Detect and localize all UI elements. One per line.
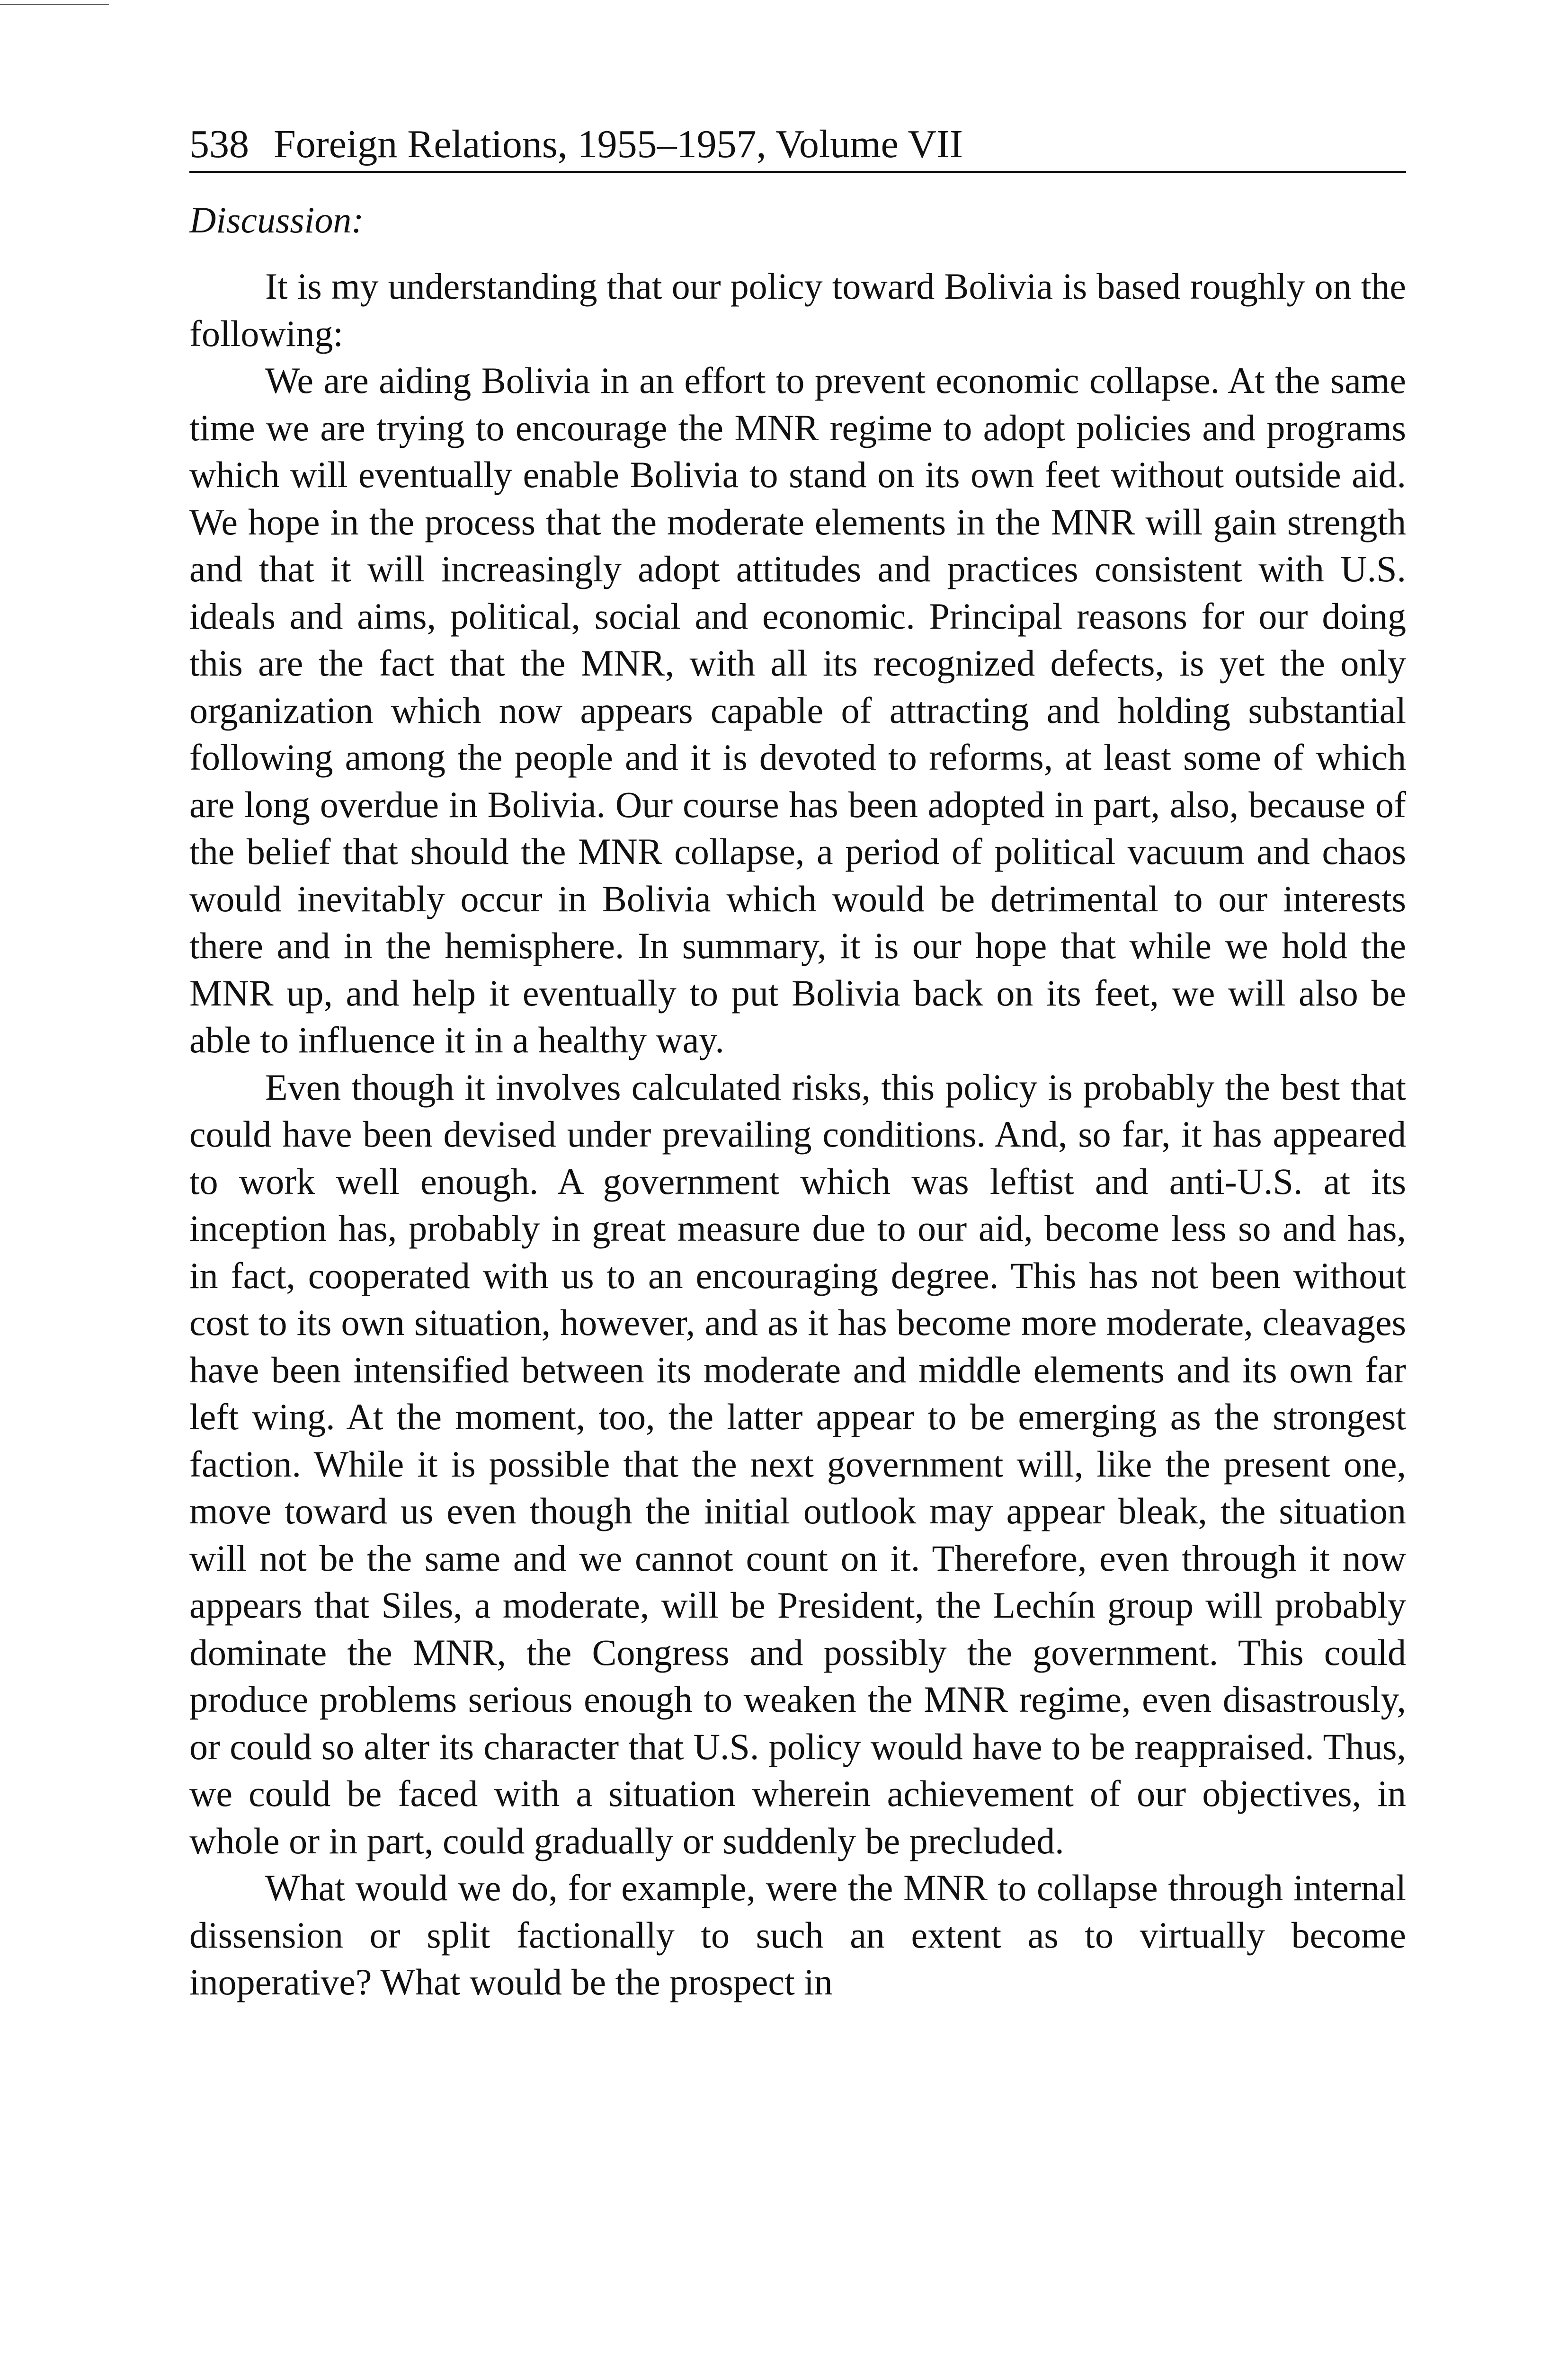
running-title: Foreign Relations, 1955–1957, Volume VII — [274, 122, 963, 166]
running-head — [189, 121, 1406, 173]
body-text — [189, 263, 1406, 2006]
document-page — [189, 121, 1406, 2006]
paragraph-3: Even though it involves calculated risks, this policy is probably the best that could have been devised under prevailing conditions. And, so far, it has appeared to work well enough. A government which was leftist and anti-U.S. at its inception has, probably in great measure due to our aid, become less so and has, in fact, cooperated with us to an encouraging degree. This has not been without cost to its own situation, however, and as it has become more moderate, cleavages have been intensified between its moderate and middle elements and its own far left wing. At the moment, too, the latter appear to be emerging as the strongest faction. While it is possible that the next government will, like the present one, move toward us even though the initial outlook may appear bleak, the situation will not be the same and we cannot count on it. Therefore, even through it now appears that Siles, a moderate, will be President, the Lechín group will probably dominate the MNR, the Congress and possibly the government. This could produce problems serious enough to weaken the MNR regime, even disastrously, or could so alter its character that U.S. policy would have to be reappraised. Thus, we could be faced with a situation wherein achievement of our objectives, in whole or in part, could gradually or suddenly be precluded. — [189, 1066, 1406, 1861]
page-number: 538 — [189, 122, 249, 166]
section-label: Discussion: — [189, 199, 364, 240]
scan-edge-line — [0, 4, 109, 5]
paragraph-4: What would we do, for example, were the MNR to collapse through internal dissension or split factionally to such an extent as to virtually become inoperative? What would be the prospect in — [189, 1867, 1406, 2002]
paragraph-1: It is my understanding that our policy toward Bolivia is based roughly on the following: — [189, 266, 1406, 354]
paragraph-2: We are aiding Bolivia in an effort to prevent economic collapse. At the same time we are trying to encourage the MNR regime to adopt policies and programs which will eventually enable Bolivia to stand on its own feet without outside aid. We hope in the process that the moderate elements in the MNR will gain strength and that it will increasingly adopt attitudes and practices consistent with U.S. ideals and aims, political, social and economic. Principal reasons for our doing this are the fact that the MNR, with all its recognized defects, is yet the only organization which now appears capable of attracting and holding substantial following among the people and it is devoted to reforms, at least some of which are long overdue in Bolivia. Our course has been adopted in part, also, because of the belief that should the MNR collapse, a period of political vacuum and chaos would inevitably occur in Bolivia which would be detrimental to our interests there and in the hemisphere. In summary, it is our hope that while we hold the MNR up, and help it eventually to put Bolivia back on its feet, we will also be able to influence it in a healthy way. — [189, 360, 1406, 1060]
